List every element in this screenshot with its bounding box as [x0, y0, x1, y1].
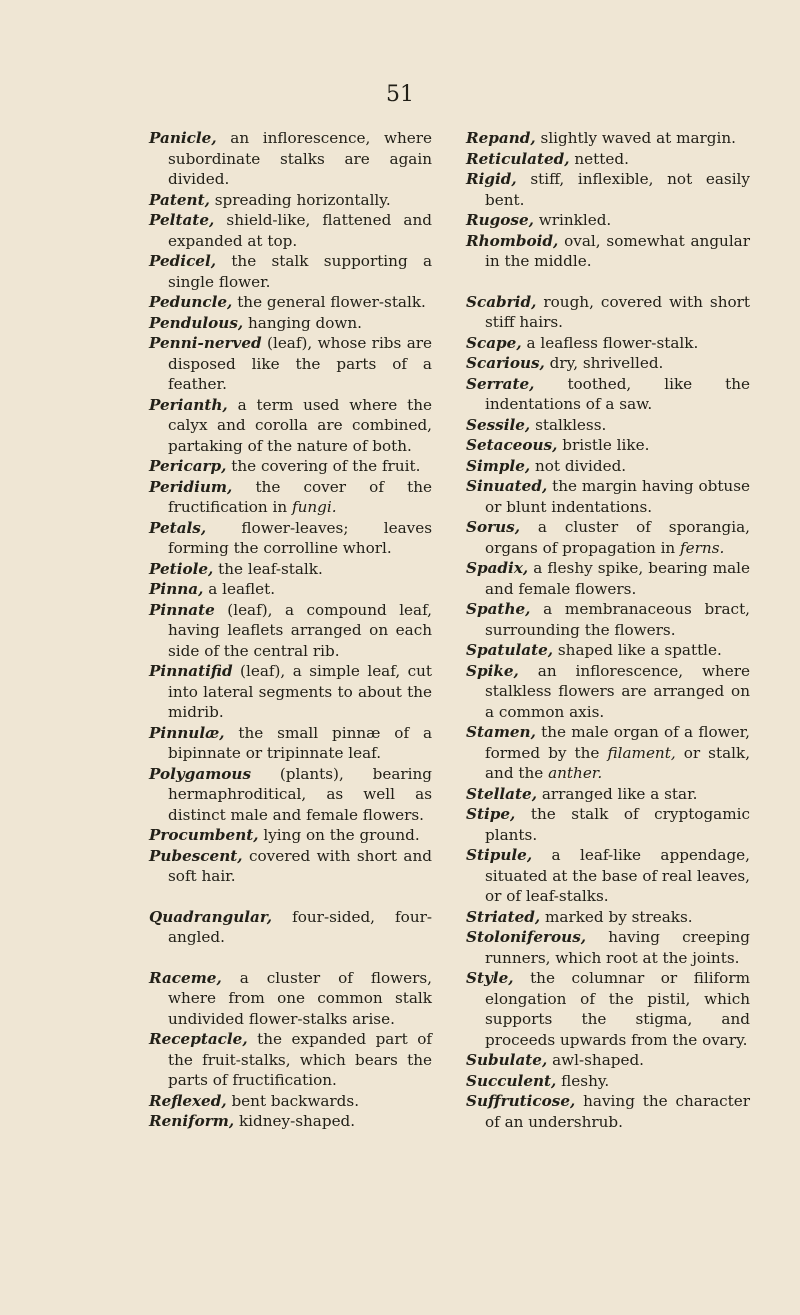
glossary-definition-continued: or stalk, and the	[485, 743, 751, 782]
glossary-entry	[149, 600, 432, 662]
glossary-term: Peduncle,	[149, 293, 233, 311]
glossary-entry	[149, 764, 432, 826]
glossary-term: Spadix,	[466, 559, 529, 577]
glossary-definition: an inflorescence, where subordinate stalks are again divided.	[168, 129, 433, 188]
glossary-definition: dry, shrivelled.	[549, 354, 664, 372]
glossary-entry	[149, 968, 432, 1030]
glossary-term: Spathe,	[466, 600, 531, 618]
glossary-entry	[149, 661, 432, 723]
glossary-term: Scarious,	[466, 354, 545, 372]
glossary-entry	[466, 640, 750, 661]
glossary-entry	[466, 661, 750, 723]
glossary-term: Rigid,	[466, 170, 517, 188]
glossary-definition: bristle like.	[562, 436, 650, 454]
glossary-entry	[466, 292, 750, 333]
glossary-definition: a cluster of sporangia, organs of propagation in	[485, 518, 750, 557]
glossary-entry	[149, 292, 432, 313]
glossary-entry	[466, 907, 750, 928]
glossary-definition-emphasis: filament,	[607, 743, 676, 762]
glossary-definition: the cover of the fructification in	[168, 477, 432, 516]
glossary-term: Raceme,	[149, 968, 222, 987]
glossary-term: Stamen,	[466, 723, 536, 741]
glossary-entry	[149, 723, 432, 764]
glossary-entry	[149, 1111, 432, 1132]
glossary-entry	[149, 907, 432, 948]
glossary-entry	[149, 333, 432, 395]
glossary-definition: the small pinnæ of a bipinnate or tripinnate leaf.	[168, 723, 433, 762]
glossary-definition: wrinkled.	[538, 211, 612, 229]
glossary-entry	[466, 845, 750, 907]
glossary-term: Quadrangular,	[149, 907, 273, 926]
glossary-entry	[466, 128, 750, 149]
glossary-term: Reticulated,	[466, 149, 570, 168]
glossary-definition: the covering of the fruit.	[231, 457, 421, 475]
glossary-term: Scabrid,	[466, 292, 537, 311]
section-gap	[149, 887, 432, 907]
glossary-term: Peridium,	[149, 477, 233, 496]
glossary-term: Penni-nerved	[149, 334, 262, 352]
glossary-entry	[466, 353, 750, 374]
glossary-term: Pedicel,	[149, 252, 217, 270]
glossary-term: Reflexed,	[149, 1091, 227, 1110]
glossary-term: Succulent,	[466, 1071, 557, 1090]
glossary-definition: marked by streaks.	[545, 907, 693, 926]
section-gap	[466, 272, 750, 292]
glossary-definition: having the character of an undershrub.	[485, 1092, 751, 1131]
glossary-definition: the columnar or filiform elongation of the pistil, which supports the stigma, and proceeds upwards from the ovary.	[485, 969, 750, 1049]
glossary-entry	[466, 722, 750, 784]
glossary-term: Pinnulæ,	[149, 723, 225, 742]
glossary-term: Sinuated,	[466, 477, 548, 495]
glossary-term: Sorus,	[466, 518, 520, 536]
glossary-definition: toothed, like the indentations of a saw.	[485, 374, 750, 413]
glossary-entry	[149, 518, 432, 559]
glossary-entry	[149, 128, 432, 190]
glossary-term: Repand,	[466, 129, 536, 147]
glossary-definition: a leaflet.	[208, 580, 276, 598]
glossary-definition: shaped like a spattle.	[557, 641, 722, 659]
glossary-term: Sessile,	[466, 415, 531, 434]
section-gap	[149, 948, 432, 968]
glossary-entry	[149, 825, 432, 846]
glossary-entry	[466, 169, 750, 210]
glossary-term: Simple,	[466, 456, 531, 475]
glossary-definition: kidney-shaped.	[238, 1112, 356, 1130]
glossary-term: Scape,	[466, 333, 522, 352]
glossary-term: Rhomboid,	[466, 231, 559, 250]
glossary-term: Panicle,	[149, 129, 217, 147]
glossary-entry	[149, 313, 432, 334]
glossary-term: Style,	[466, 969, 514, 987]
glossary-entry	[466, 415, 750, 436]
glossary-entry	[466, 231, 750, 272]
glossary-entry	[149, 559, 432, 580]
glossary-entry	[466, 599, 750, 640]
glossary-term: Pinna,	[149, 580, 204, 598]
glossary-definition: slightly waved at margin.	[540, 129, 736, 147]
glossary-definition: awl-shaped.	[552, 1051, 645, 1069]
glossary-definition: (leaf), a compound leaf, having leaflets arranged on each side of the central rib.	[168, 600, 432, 660]
glossary-term: Rugose,	[466, 211, 534, 229]
glossary-entry	[466, 435, 750, 456]
glossary-entry	[149, 579, 432, 600]
page-number: 51	[386, 82, 414, 107]
glossary-entry	[466, 1071, 750, 1092]
glossary-term: Pericarp,	[149, 457, 227, 475]
glossary-entry	[466, 149, 750, 170]
glossary-definition-emphasis: fungi.	[292, 498, 337, 516]
glossary-definition: arranged like a star.	[541, 784, 698, 803]
glossary-definition: the general flower-stalk.	[237, 293, 426, 311]
glossary-entry	[149, 1029, 432, 1091]
glossary-entry	[466, 927, 750, 968]
glossary-definition: (leaf), a simple leaf, cut into lateral segments to about the midrib.	[168, 662, 433, 721]
glossary-definition: flower-leaves; leaves forming the corrolline whorl.	[168, 518, 432, 557]
glossary-definition: a leafless flower-stalk.	[526, 333, 699, 352]
glossary-entry	[149, 846, 432, 887]
glossary-term: Serrate,	[466, 374, 535, 393]
glossary-definition: rough, covered with short stiff hairs.	[485, 292, 750, 331]
glossary-entry	[466, 517, 750, 558]
glossary-definition: oval, somewhat angular in the middle.	[485, 231, 751, 270]
glossary-definition: the stalk supporting a single flower.	[168, 252, 433, 291]
glossary-definition: (plants), bearing hermaphroditical, as well as distinct male and female flowers.	[168, 764, 432, 824]
glossary-entry	[466, 210, 750, 231]
glossary-term: Pendulous,	[149, 313, 244, 332]
glossary-entry	[466, 456, 750, 477]
glossary-entry	[149, 1091, 432, 1112]
glossary-entry	[466, 1050, 750, 1071]
glossary-definition: the leaf-stalk.	[218, 559, 323, 578]
glossary-definition: not divided.	[534, 456, 627, 475]
glossary-entry	[466, 558, 750, 599]
glossary-definition: netted.	[574, 149, 629, 168]
glossary-entry	[149, 477, 432, 518]
glossary-entry	[466, 333, 750, 354]
glossary-definition: hanging down.	[248, 313, 363, 332]
glossary-entry	[466, 968, 750, 1050]
glossary-definition: the expanded part of the fruit-stalks, which bears the parts of fructification.	[168, 1030, 432, 1089]
glossary-definition: fleshy.	[561, 1071, 610, 1090]
glossary-term: Stoloniferous,	[466, 928, 587, 946]
glossary-term: Pinnatifid	[149, 662, 233, 680]
glossary-term: Suffruticose,	[466, 1092, 576, 1110]
glossary-definition: (leaf), whose ribs are disposed like the parts of a feather.	[168, 334, 432, 393]
glossary-term: Perianth,	[149, 395, 228, 414]
glossary-term: Striated,	[466, 907, 541, 926]
glossary-term: Subulate,	[466, 1051, 548, 1069]
glossary-entry	[466, 784, 750, 805]
glossary-term: Procumbent,	[149, 826, 259, 844]
glossary-term: Patent,	[149, 190, 210, 209]
glossary-term: Stipule,	[466, 846, 533, 864]
glossary-entry	[149, 190, 432, 211]
glossary-term: Petals,	[149, 518, 207, 537]
glossary-term: Polygamous	[149, 764, 251, 783]
glossary-entry	[466, 804, 750, 845]
glossary-term: Petiole,	[149, 559, 214, 578]
glossary-definition: stalkless.	[535, 415, 607, 434]
glossary-definition: the margin having obtuse or blunt indentations.	[485, 477, 750, 516]
glossary-definition-emphasis: anther.	[548, 764, 603, 782]
glossary-entry	[466, 476, 750, 517]
glossary-definition: four-sided, four-angled.	[168, 907, 432, 946]
glossary-definition: having creeping runners, which root at the joints.	[485, 928, 750, 967]
glossary-definition: a membranaceous bract, surrounding the flowers.	[485, 600, 750, 639]
glossary-definition: the male organ of a flower, formed by the	[485, 723, 750, 762]
glossary-definition: the stalk of cryptogamic plants.	[485, 805, 750, 844]
glossary-definition: stiff, inflexible, not easily bent.	[485, 170, 750, 209]
glossary-term: Receptacle,	[149, 1030, 248, 1048]
glossary-definition: a term used where the calyx and corolla are combined, partaking of the nature of both.	[168, 395, 433, 455]
glossary-term: Stellate,	[466, 784, 537, 803]
glossary-left-column	[149, 128, 432, 1132]
glossary-entry	[149, 210, 432, 251]
glossary-term: Reniform,	[149, 1112, 235, 1130]
glossary-entry	[466, 374, 750, 415]
glossary-entry	[466, 1091, 750, 1132]
glossary-term: Pinnate	[149, 600, 215, 619]
glossary-term: Setaceous,	[466, 436, 558, 454]
glossary-term: Spatulate,	[466, 641, 554, 659]
glossary-term: Peltate,	[149, 211, 215, 229]
glossary-entry	[149, 251, 432, 292]
glossary-definition: bent backwards.	[231, 1091, 360, 1110]
glossary-definition: a fleshy spike, bearing male and female flowers.	[485, 559, 751, 598]
glossary-entry	[149, 395, 432, 457]
glossary-definition: a leaf-like appendage, situated at the base of real leaves, or of leaf-stalks.	[485, 846, 751, 905]
glossary-definition: a cluster of flowers, where from one common stalk undivided flower-stalks arise.	[168, 968, 432, 1028]
glossary-definition: covered with short and soft hair.	[168, 846, 432, 885]
glossary-term: Stipe,	[466, 805, 516, 823]
glossary-definition: shield-like, flattened and expanded at top.	[168, 211, 432, 250]
glossary-term: Spike,	[466, 661, 519, 680]
glossary-definition-emphasis: ferns.	[680, 538, 725, 557]
glossary-right-column	[466, 128, 750, 1132]
glossary-definition: lying on the ground.	[263, 826, 420, 844]
glossary-definition: an inflorescence, where stalkless flowers are arranged on a common axis.	[485, 661, 751, 721]
glossary-entry	[149, 456, 432, 477]
glossary-definition: spreading horizontally.	[214, 190, 391, 209]
glossary-term: Pubescent,	[149, 846, 243, 865]
